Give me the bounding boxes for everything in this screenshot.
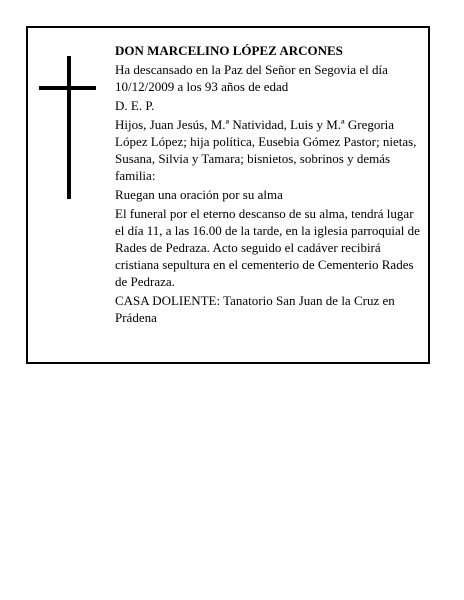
death-announcement: Ha descansado en la Paz del Señor en Segovia el día 10/12/2009 a los 93 años de edad [115,62,388,94]
deceased-name: DON MARCELINO LÓPEZ ARCONES [115,43,343,58]
prayer-request: Ruegan una oración por su alma [115,187,283,202]
rest-in-peace: D. E. P. [115,98,155,113]
obituary-notice [26,26,430,364]
mourning-house: CASA DOLIENTE: Tanatorio San Juan de la Cruz en Prádena [115,293,395,325]
cross-horizontal-bar [39,86,96,90]
family-list: Hijos, Juan Jesús, M.ª Natividad, Luis y M.ª Gregoria López López; hija política, Eusebia Gómez Pastor; nietas, Susana, Silvia y Tamara; bisnietos, sobrinos y demás familia: [115,117,417,183]
notice-body [115,42,422,326]
cross-vertical-bar [67,56,71,199]
funeral-details: El funeral por el eterno descanso de su alma, tendrá lugar el día 11, a las 16.00 de la tarde, en la iglesia parroquial de Rades de Pedraza. Acto seguido el cadáver recibirá cristiana sepultura en el cementerio de Cementerio Rades de Pedraza. [115,206,420,289]
